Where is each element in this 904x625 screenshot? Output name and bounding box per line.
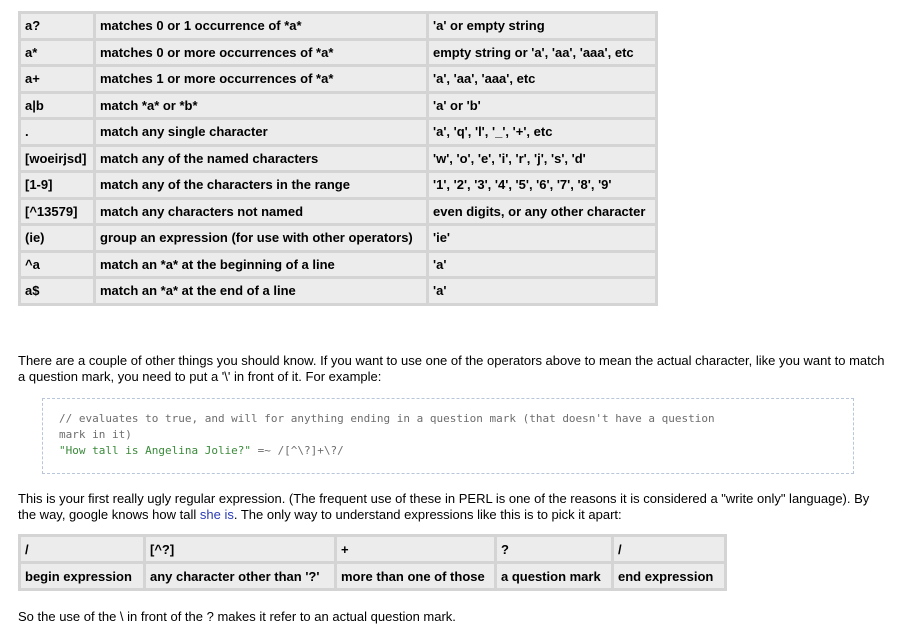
regex-parts-table — [18, 534, 727, 591]
parts-symbol-row — [21, 537, 724, 561]
table-row — [21, 200, 655, 224]
operator-cell: [1-9] — [21, 173, 93, 197]
description-cell: match any of the named characters — [96, 147, 426, 171]
code-expression — [59, 443, 839, 459]
table-row — [21, 120, 655, 144]
example-cell: 'ie' — [429, 226, 655, 250]
part-symbol-cell: / — [21, 537, 143, 561]
example-cell: 'a' or 'b' — [429, 94, 655, 118]
description-cell: matches 0 or more occurrences of *a* — [96, 41, 426, 65]
operator-cell: a* — [21, 41, 93, 65]
example-cell: 'a' — [429, 279, 655, 303]
explanation-paragraph — [18, 491, 888, 523]
example-cell: even digits, or any other character — [429, 200, 655, 224]
example-cell: '1', '2', '3', '4', '5', '6', '7', '8', '9' — [429, 173, 655, 197]
operator-cell: a|b — [21, 94, 93, 118]
operator-cell: . — [21, 120, 93, 144]
code-string: "How tall is Angelina Jolie?" — [59, 444, 252, 457]
operator-cell: a+ — [21, 67, 93, 91]
closing-paragraph: So the use of the \ in front of the ? makes it refer to an actual question mark. — [18, 609, 456, 624]
operator-cell: (ie) — [21, 226, 93, 250]
table-row — [21, 279, 655, 303]
description-cell: match an *a* at the beginning of a line — [96, 253, 426, 277]
part-meaning-cell: a question mark — [497, 564, 611, 588]
table-row — [21, 41, 655, 65]
operator-cell: ^a — [21, 253, 93, 277]
description-cell: match any single character — [96, 120, 426, 144]
code-regex: /[^\?]+\?/ — [277, 444, 344, 457]
description-cell: matches 1 or more occurrences of *a* — [96, 67, 426, 91]
part-symbol-cell: [^?] — [146, 537, 334, 561]
code-comment: // evaluates to true, and will for anything ending in a question mark (that doesn't have a question — [59, 412, 715, 425]
table-row — [21, 14, 655, 38]
table-row — [21, 253, 655, 277]
part-meaning-cell: end expression — [614, 564, 724, 588]
parts-meaning-row — [21, 564, 724, 588]
part-meaning-cell: more than one of those — [337, 564, 494, 588]
example-cell: empty string or 'a', 'aa', 'aaa', etc — [429, 41, 655, 65]
operator-cell: [woeirjsd] — [21, 147, 93, 171]
table-row — [21, 173, 655, 197]
part-symbol-cell: ? — [497, 537, 611, 561]
description-cell: match any characters not named — [96, 200, 426, 224]
table-row — [21, 67, 655, 91]
part-meaning-cell: any character other than '?' — [146, 564, 334, 588]
example-cell: 'w', 'o', 'e', 'i', 'r', 'j', 's', 'd' — [429, 147, 655, 171]
part-symbol-cell: + — [337, 537, 494, 561]
description-cell: matches 0 or 1 occurrence of *a* — [96, 14, 426, 38]
table-row — [21, 94, 655, 118]
operator-table — [18, 11, 658, 306]
explanation-text-after: . The only way to understand expressions like this is to pick it apart: — [233, 507, 622, 522]
table-row — [21, 147, 655, 171]
operator-cell: a$ — [21, 279, 93, 303]
code-operator: =~ — [251, 444, 278, 457]
description-cell: group an expression (for use with other operators) — [96, 226, 426, 250]
description-cell: match an *a* at the end of a line — [96, 279, 426, 303]
description-cell: match any of the characters in the range — [96, 173, 426, 197]
description-cell: match *a* or *b* — [96, 94, 426, 118]
explanation-text-before: This is your first really ugly regular expression. (The frequent use of these in PERL is one of the reasons it is considered a "write only" language). By the way, google knows how tall — [18, 491, 870, 522]
code-block — [42, 398, 854, 474]
code-comment-continued: mark in it) — [59, 428, 132, 441]
part-symbol-cell: / — [614, 537, 724, 561]
example-cell: 'a' — [429, 253, 655, 277]
table-row — [21, 226, 655, 250]
example-cell: 'a' or empty string — [429, 14, 655, 38]
intro-paragraph: There are a couple of other things you should know. If you want to use one of the operators above to mean the actual character, like you want to match a question mark, you need to put a '\' in front of it. For example: — [18, 353, 885, 384]
example-cell: 'a', 'aa', 'aaa', etc — [429, 67, 655, 91]
she-is-link[interactable]: she is — [199, 507, 234, 522]
operator-cell: a? — [21, 14, 93, 38]
example-cell: 'a', 'q', 'l', '_', '+', etc — [429, 120, 655, 144]
part-meaning-cell: begin expression — [21, 564, 143, 588]
operator-cell: [^13579] — [21, 200, 93, 224]
